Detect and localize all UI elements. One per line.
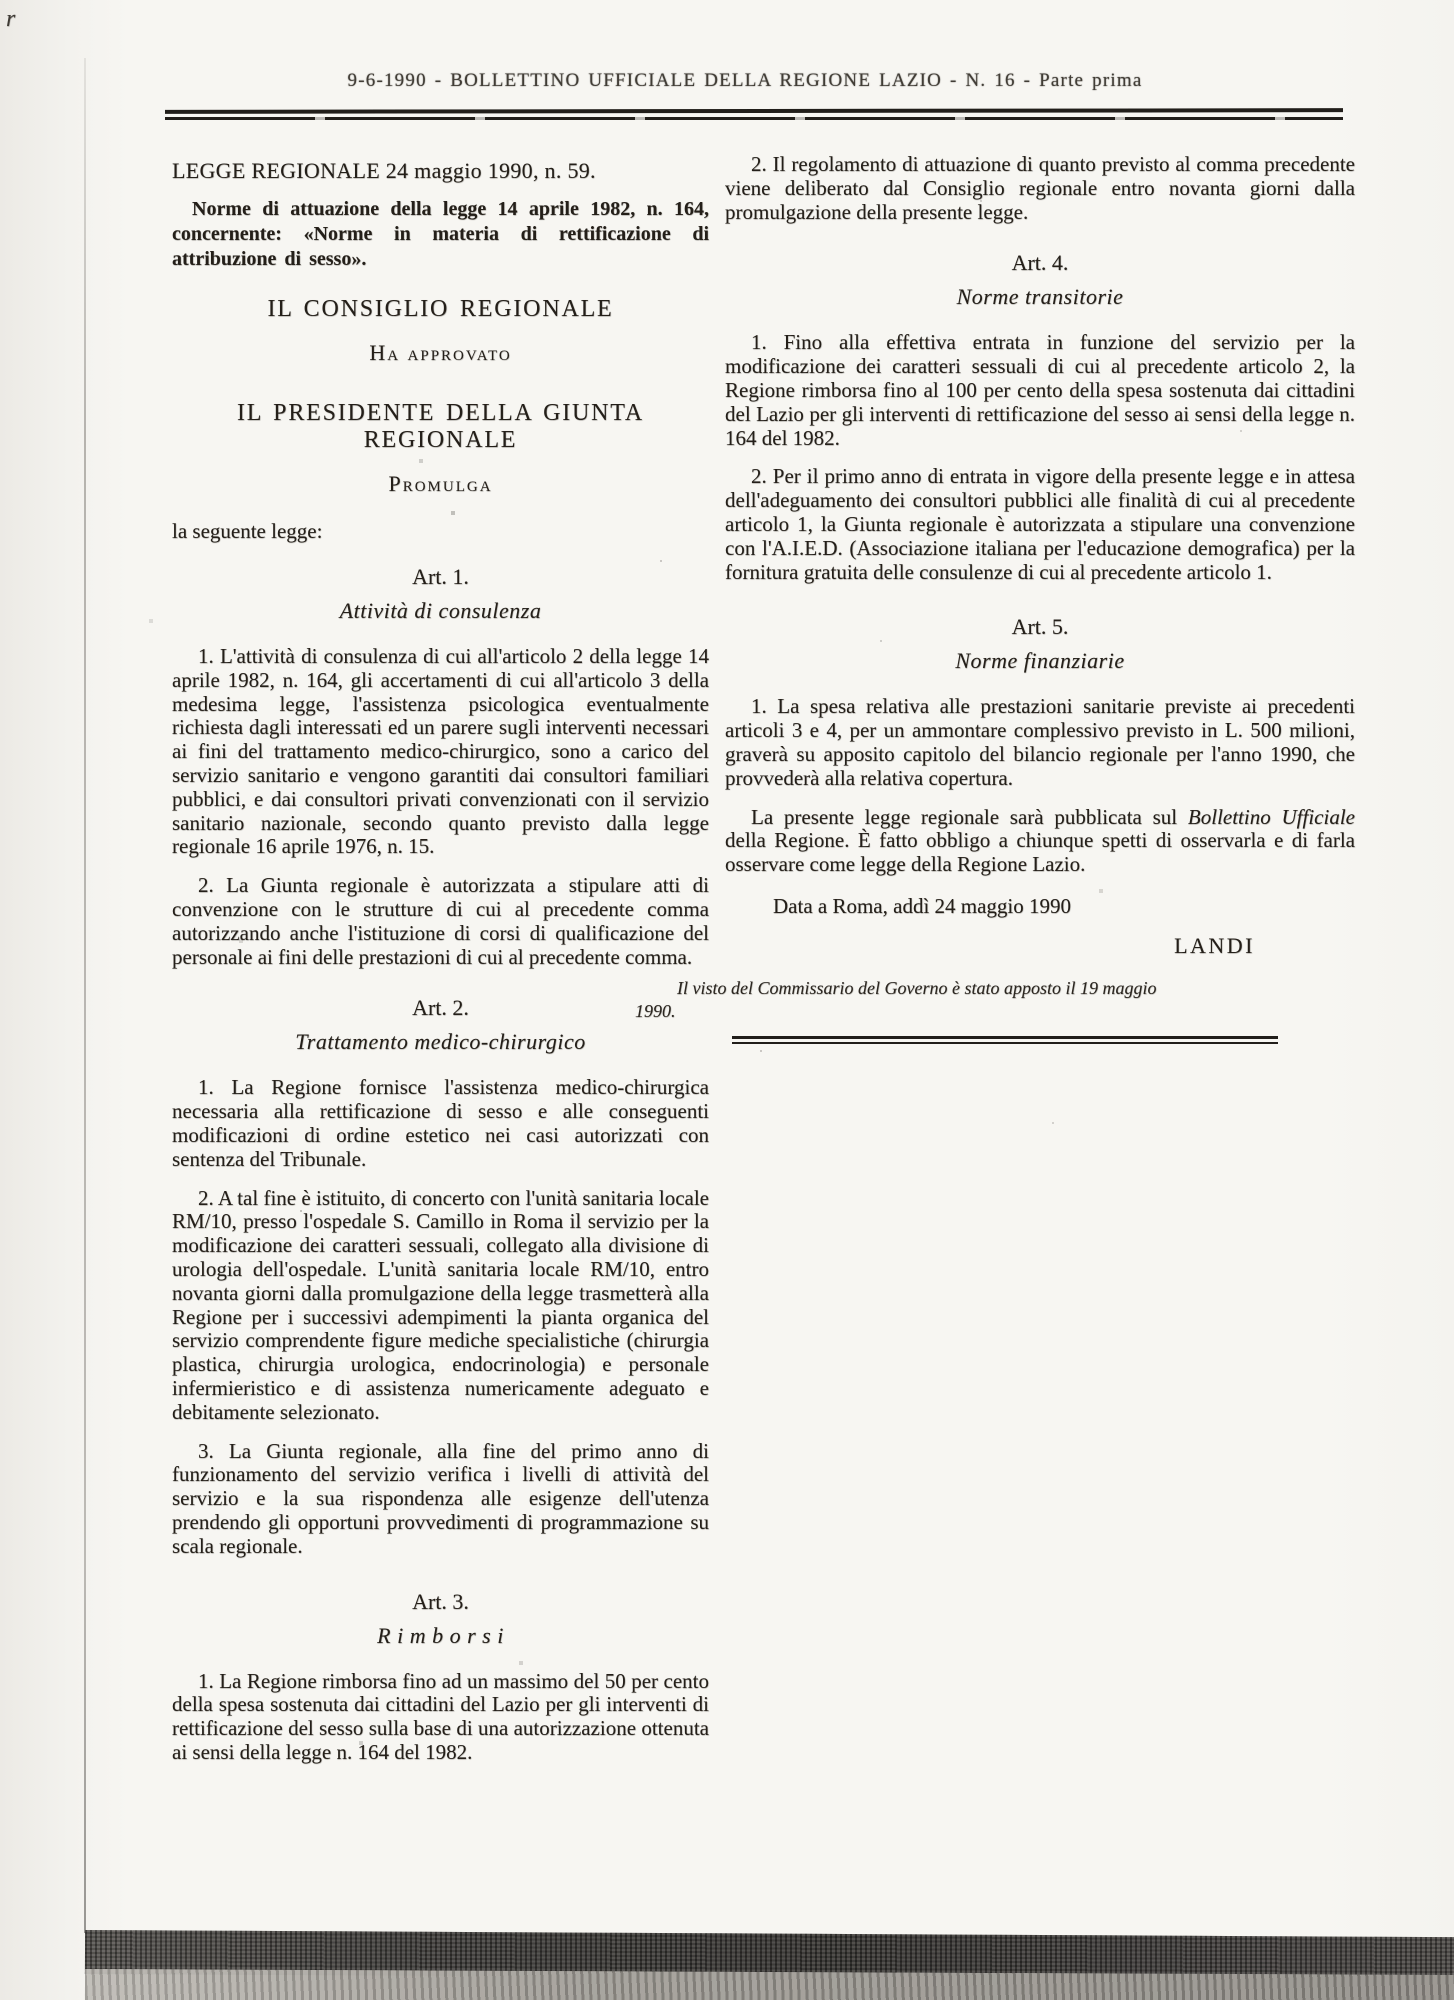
article-5-title: Norme finanziarie (955, 648, 1125, 674)
article-1-title: Attività di consulenza (339, 598, 542, 623)
visa-note-line-2: 1990. (635, 1000, 676, 1021)
publication-clause (725, 806, 1355, 877)
masthead: 9-6-1990 - BOLLETTINO UFFICIALE DELLA REGIONE LAZIO - N. 16 - Parte prima (347, 70, 1143, 91)
law-title: LEGGE REGIONALE 24 maggio 1990, n. 59. (172, 158, 596, 183)
promulga-line: Promulga (388, 471, 493, 496)
article-1-paragraph-2: 2. La Giunta regionale è autorizzata a stipulare atti di convenzione con le strutture di cui al precedente comma autorizzando anche l'istituzione di corsi di qualificazione del personale ai fini delle prestazioni di cui al precedente comma. (172, 873, 709, 969)
consiglio-heading: IL CONSIGLIO REGIONALE (267, 296, 614, 322)
article-4-paragraph-1: 1. Fino alla effettiva entrata in funzione del servizio per la modificazione dei caratteri sessuali di cui al precedente articolo 2, la Regione rimborsa fino al 100 per cento della spesa sostenuta dai cittadini del Lazio per gli interventi di rettificazione del sesso ai sensi della legge n. 164 del 1982. (725, 330, 1355, 450)
publication-clause-bulletin: Bollettino Ufficiale (1187, 804, 1355, 829)
article-2-title: Trattamento medico-chirurgico (295, 1029, 586, 1055)
visa-note-line-1: Il visto del Commissario del Governo è stato apposto il 19 maggio (677, 977, 1157, 998)
publication-clause-pre: La presente legge regionale sarà pubblicata sul (751, 804, 1188, 829)
signature: LANDI (1174, 932, 1255, 958)
article-3-title: R i m b o r s i (377, 1622, 504, 1648)
right-column (635, 152, 1355, 1044)
article-3-number: Art. 3. (412, 1588, 469, 1614)
article-5-paragraph-1: 1. La spesa relativa alle prestazioni sanitarie previste ai precedenti articoli 3 e 4, per un ammontare complessivo previsto in L. 500 milioni, graverà su apposito capitolo del bilancio regionale per l'anno 1990, che provvederà alla relativa copertura. (725, 694, 1355, 790)
article-3-paragraph-2: 2. Il regolamento di attuazione di quanto previsto al comma precedente viene deliberato dal Consiglio regionale entro novanta giorni dalla promulgazione della presente legge. (725, 152, 1355, 224)
date-line: Data a Roma, addì 24 maggio 1990 (773, 893, 1072, 918)
article-3-paragraph-1: 1. La Regione rimborsa fino ad un massimo del 50 per cento della spesa sostenuta dai cittadini del Lazio per gli interventi di rettificazione del sesso sulla base di una autorizzazione ottenuta ai sensi della legge n. 164 del 1982. (172, 1668, 709, 1764)
promulgation-intro: la seguente legge: (172, 519, 323, 543)
article-4-title: Norme transitorie (956, 284, 1124, 310)
presidente-heading: IL PRESIDENTE DELLA GIUNTA REGIONALE (237, 400, 644, 453)
masthead-rule-top (165, 108, 1343, 114)
left-column (172, 158, 709, 1765)
article-1-paragraph-1: 1. L'attività di consulenza di cui all'articolo 2 della legge 14 aprile 1982, n. 164, gli accertamenti di cui all'articolo 3 della medesima legge, l'assistenza psicologica eventualmente richiesta dagli interessati ed un parere sugli interventi necessari ai fini del trattamento medico-chirurgico, sono a carico del servizio sanitario e vengono garantiti dai consultori familiari pubblici, e dai consultori privati convenzionati con il servizio sanitario nazionale, secondo quanto previsto dalla legge regionale 16 aprile 1976, n. 15. (172, 644, 709, 859)
article-2-paragraph-2: 2. A tal fine è istituito, di concerto con l'unità sanitaria locale RM/10, presso l'ospedale S. Camillo in Roma il servizio per la modificazione dei caratteri sessuali, collegato alla divisione di urologia dell'ospedale. L'unità sanitaria locale RM/10, entro novanta giorni dalla promulgazione della legge trasmetterà alla Regione per i successivi adempimenti la pianta organica del servizio comprendente figure mediche specialistiche (chirurgia plastica, chirurgia urologica, endocrinologia) e personale infermieristico e di assistenza numericamente adeguato e debitamente selezionato. (172, 1185, 709, 1424)
masthead-rule (165, 109, 1343, 120)
end-rule (732, 1036, 1278, 1044)
article-5-number: Art. 5. (1011, 614, 1069, 640)
scan-edge-line (84, 58, 86, 1933)
article-2-number: Art. 2. (412, 995, 469, 1021)
law-subject: Norme di attuazione della legge 14 aprile 1982, n. 164, concernente: «Norme in materia di rettificazione di attribuzione di sesso». (172, 198, 709, 270)
scan-speckles (0, 0, 2, 2)
masthead-rule-bottom (165, 117, 1343, 120)
article-2-paragraph-1: 1. La Regione fornisce l'assistenza medico-chirurgica necessaria alla rettificazione di sesso e alle conseguenti modificazioni di ordine estetico nei casi autorizzati con sentenza del Tribunale. (172, 1075, 709, 1171)
article-4-number: Art. 4. (1011, 250, 1069, 276)
commissioner-visa-note (635, 977, 1311, 1023)
article-4-paragraph-2: 2. Per il primo anno di entrata in vigore della presente legge e in attesa dell'adeguamento dei consultori pubblici alle finalità di cui al precedente articolo 1, la Giunta regionale è autorizzata a stipulare una convenzione con l'A.I.E.D. (Associazione italiana per l'educazione demografica) per la fornitura gratuita delle consulenze di cui al precedente articolo 1. (725, 464, 1355, 584)
publication-clause-post: della Regione. È fatto obbligo a chiunque spetti di osservarla e di farla osservare come legge della Regione Lazio. (725, 828, 1355, 877)
scan-bottom-noise (85, 1969, 1454, 2000)
approvato-line: Ha approvato (369, 340, 512, 365)
article-2-paragraph-3: 3. La Giunta regionale, alla fine del primo anno di funzionamento del servizio verifica i livelli di attività del servizio e la sua rispondenza alle esigenze dell'utenza prendendo gli opportuni provvedimenti di programmazione su scala regionale. (172, 1438, 709, 1558)
scan-corner-mark: r (6, 6, 16, 32)
article-1-number: Art. 1. (412, 564, 469, 589)
